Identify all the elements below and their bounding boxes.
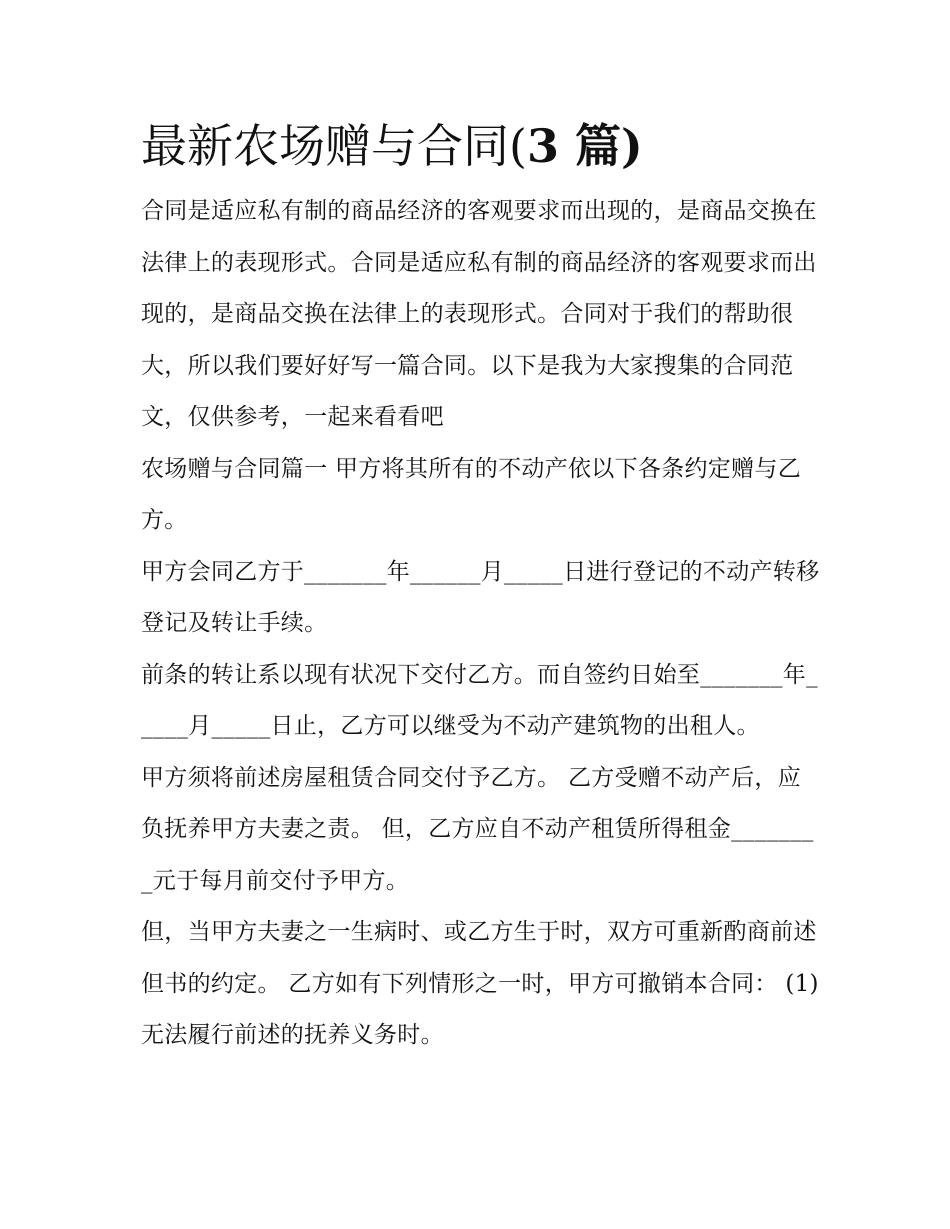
clause-paragraph-1: 农场赠与合同篇一 甲方将其所有的不动产依以下各条约定赠与乙方。 [141,455,802,533]
clause-paragraph-4: 甲方须将前述房屋租赁合同交付予乙方。 乙方受赠不动产后，应负抚养甲方夫妻之责。 但，乙方应自不动产租赁所得租金________元于每月前交付予甲方。 [141,764,814,894]
document-title [141,110,821,182]
clause-paragraph-3: 前条的转让系以现有状况下交付乙方。而自签约日始至_______年_____月_____日止，乙方可以继受为不动产建筑物的出租人。 [141,661,818,739]
title-suffix: 篇) [558,119,643,173]
title-prefix: 最新农场赠与合同( [141,119,527,173]
title-number: 3 [526,119,559,173]
document-page [141,110,821,1062]
clause-paragraph-5: 但，当甲方夫妻之一生病时、或乙方生于时，双方可重新酌商前述但书的约定。 乙方如有下列情形之一时，甲方可撤销本合同： (1)无法履行前述的抚养义务时。 [141,919,819,1048]
intro-paragraph: 合同是适应私有制的商品经济的客观要求而出现的，是商品交换在法律上的表现形式。合同是适应私有制的商品经济的客观要求而出现的，是商品交换在法律上的表现形式。合同对于我们的帮助很大，所以我们要好好写一篇合同。以下是我为大家搜集的合同范文，仅供参考，一起来看看吧 [141,198,817,430]
clause-paragraph-2: 甲方会同乙方于_______年______月_____日进行登记的不动产转移登记及转让手续。 [141,558,820,636]
